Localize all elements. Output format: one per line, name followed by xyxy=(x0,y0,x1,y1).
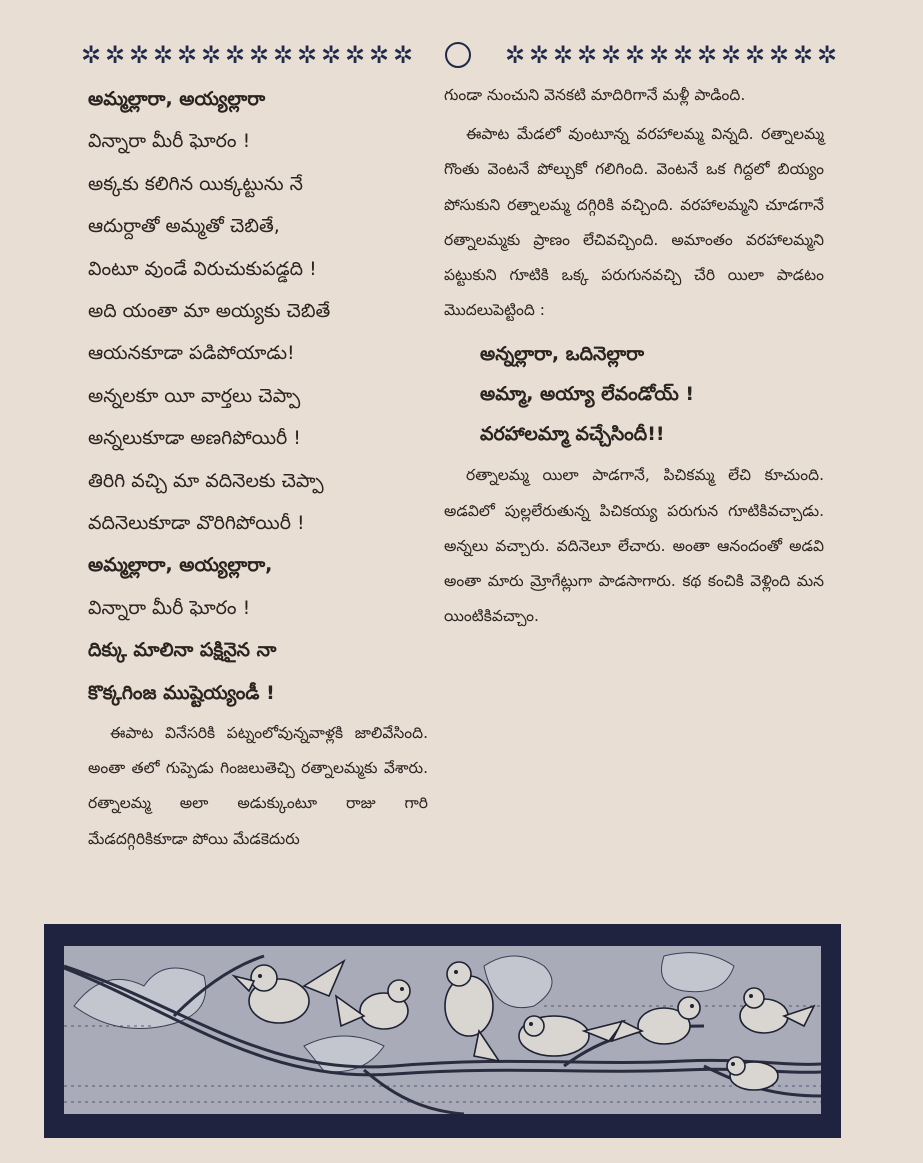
verse-line: అమ్మల్లారా, అయ్యల్లారా, xyxy=(88,554,273,577)
star-ornament-icon: ✲ xyxy=(504,41,524,69)
right-prose-paragraph: ఈపాట మేడలో వుంటూన్న వరహాలమ్మ విన్నది. రత్నాలమ్మ గొంతు వెంటనే పోల్చుకో గలిగింది. వెంటనే ఒక గిద్దలో బియ్యం పోసుకుని రత్నాలమ్మ దగ్గిరికి వచ్చింది. వరహాలమ్మని చూడగానే రత్నాలమ్మకు ప్రాణం లేచివచ్చింది. అమాంతం వరహాలమ్మని పట్టుకుని గూటికి ఒక్క పరుగునవచ్చి చేరి యిలా పాడటం మొదలుపెట్టింది : xyxy=(444,125,824,320)
circle-ornament-icon xyxy=(445,42,471,68)
star-ornament-icon: ✲ xyxy=(80,41,100,69)
star-ornament-icon: ✲ xyxy=(176,41,196,69)
star-ornament-icon: ✲ xyxy=(152,41,172,69)
verse-line: విన్నారా మీరీ ఘోరం ! xyxy=(88,130,251,153)
star-ornament-icon: ✲ xyxy=(672,41,692,69)
star-ornament-row-right xyxy=(502,43,838,67)
star-ornament-icon: ✲ xyxy=(344,41,364,69)
star-ornament-icon: ✲ xyxy=(272,41,292,69)
star-ornament-icon: ✲ xyxy=(248,41,268,69)
verse-line: వరహాలమ్మా వచ్చేసిందీ!! xyxy=(480,423,665,446)
star-ornament-row-left xyxy=(78,43,414,67)
verse-line: విన్నారా మీరీ ఘోరం ! xyxy=(88,596,251,619)
right-prose-ending: రత్నాలమ్మ యిలా పాడగానే, పిచికమ్మ లేచి కూచుంది. అడవిలో పుల్లలేరుతున్న పిచికయ్య పరుగున గూటికివచ్చాడు. అన్నలు వచ్చారు. వదినెలూ లేచారు. అంతా ఆనందంతో అడవి అంతా మారు మ్రోగేట్లుగా పాడసాగారు. కథ కంచికి వెళ్లింది మన యింటికివచ్చాం. xyxy=(444,466,824,626)
star-ornament-icon: ✲ xyxy=(624,41,644,69)
star-ornament-icon: ✲ xyxy=(104,41,124,69)
left-verse xyxy=(88,78,428,714)
illustration-frame xyxy=(44,924,841,1138)
verse-line: అక్కకు కలిగిన యిక్కట్టును నే xyxy=(88,172,303,195)
verse-line: తిరిగి వచ్చి మా వదినెలకు చెప్పా xyxy=(88,469,324,492)
verse-line: కొక్కగింజ ముష్టెయ్యండీ ! xyxy=(88,681,275,704)
verse-line: అమ్మా, అయ్యా లేవండోయ్ ! xyxy=(480,383,695,406)
verse-line: అది యంతా మా అయ్యకు చెబితే xyxy=(88,300,331,323)
star-ornament-icon: ✲ xyxy=(128,41,148,69)
verse-line: అన్నలకూ యీ వార్తలు చెప్పా xyxy=(88,384,301,407)
verse-line: దిక్కు మాలినా పక్షినైన నా xyxy=(88,639,277,662)
right-verse xyxy=(444,334,824,454)
star-ornament-icon: ✲ xyxy=(744,41,764,69)
star-ornament-icon: ✲ xyxy=(368,41,388,69)
star-ornament-icon: ✲ xyxy=(720,41,740,69)
star-ornament-icon: ✲ xyxy=(576,41,596,69)
star-ornament-icon: ✲ xyxy=(296,41,316,69)
verse-line: అమ్మల్లారా, అయ్యల్లారా xyxy=(88,88,266,110)
left-column xyxy=(88,78,428,848)
top-ornament-border xyxy=(78,36,838,74)
star-ornament-icon: ✲ xyxy=(768,41,788,69)
star-ornament-icon: ✲ xyxy=(224,41,244,69)
star-ornament-icon: ✲ xyxy=(816,41,836,69)
star-ornament-icon: ✲ xyxy=(528,41,548,69)
star-ornament-icon: ✲ xyxy=(696,41,716,69)
verse-line: ఆదుర్దాతో అమ్మతో చెబితే, xyxy=(88,215,280,238)
sparrows-illustration-svg xyxy=(64,946,821,1114)
star-ornament-icon: ✲ xyxy=(792,41,812,69)
star-ornament-icon: ✲ xyxy=(392,41,412,69)
star-ornament-icon: ✲ xyxy=(552,41,572,69)
verse-line: వింటూ వుండే విరుచుకుపడ్డది ! xyxy=(88,257,317,280)
verse-line: ఆయనకూడా పడిపోయాడు! xyxy=(88,342,295,365)
verse-line: అన్నలుకూడా అణగిపోయిరీ ! xyxy=(88,427,301,450)
star-ornament-icon: ✲ xyxy=(648,41,668,69)
right-prose-continuation: గుండా నుంచుని వెనకటి మాదిరిగానే మళ్లీ పాడింది. xyxy=(444,86,746,104)
star-ornament-icon: ✲ xyxy=(200,41,220,69)
sparrows-on-branch-illustration xyxy=(64,946,821,1114)
right-column xyxy=(444,78,824,634)
star-ornament-icon: ✲ xyxy=(600,41,620,69)
verse-line: వదినెలుకూడా వొరిగిపోయిరీ ! xyxy=(88,512,305,535)
left-prose: ఈపాట వినేసరికి పట్నంలోవున్నవాళ్లకి జాలివేసింది. అంతా తలో గుప్పెడు గింజలుతెచ్చి రత్నాలమ్మకు వేశారు. రత్నాలమ్మ అలా అడుక్కుంటూ రాజు గారి మేడదగ్గిరికికూడా పోయి మేడకెదురు xyxy=(88,724,428,848)
verse-line: అన్నల్లారా, ఒదినెల్లారా xyxy=(480,343,645,366)
star-ornament-icon: ✲ xyxy=(320,41,340,69)
